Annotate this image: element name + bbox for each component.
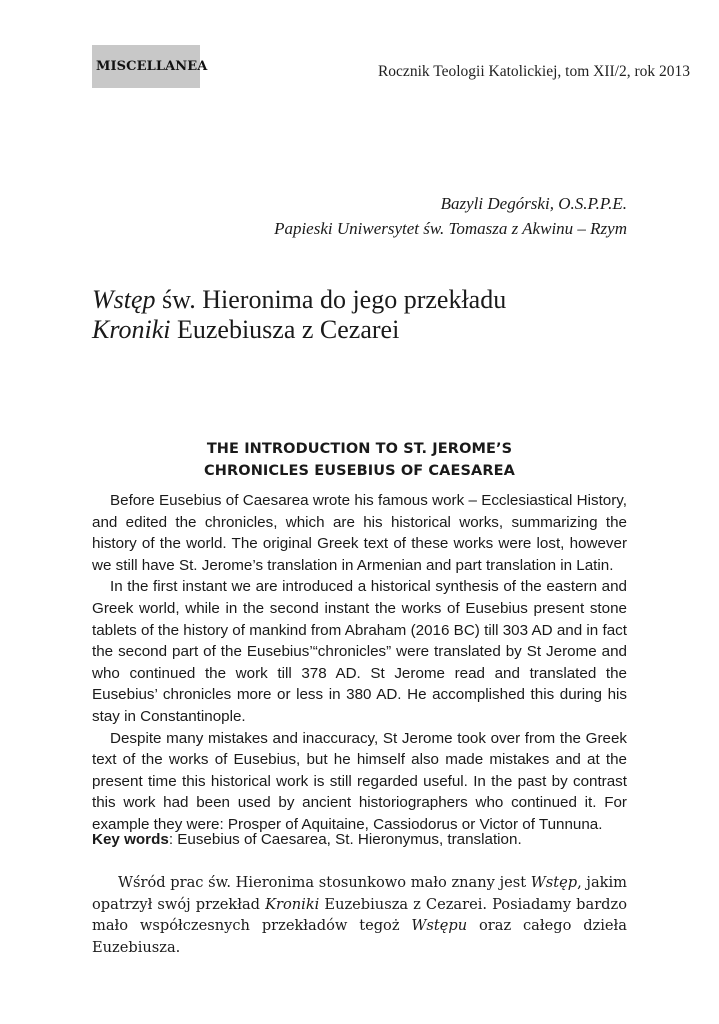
abstract-paragraph: Before Eusebius of Caesarea wrote his famous work – Ecclesiastical History, and edited the chronicles, which are his historical works, summarizing the history of the world. The original Greek text of these works were lost, however we still have St. Jerome’s translation in Armenian and part translation in Latin. (92, 492, 627, 574)
keywords-value: : Eusebius of Caesarea, St. Hieronymus, translation. (168, 831, 522, 848)
journal-header: Rocznik Teologii Katolickiej, tom XII/2, rok 2013 (377, 63, 690, 80)
body-text-segment: , jakim opatrzył swój przekład (92, 874, 627, 913)
body-italic-segment: Wstępu (411, 917, 468, 935)
author-affiliation: Papieski Uniwersytet św. Tomasza z Akwinu – Rzym (274, 219, 627, 238)
article-title (92, 285, 506, 345)
abstract-paragraph: Despite many mistakes and inaccuracy, St Jerome took over from the Greek text of the works of Eusebius, but he himself also made mistakes and at the present time this historical work is still regarded useful. In the past by contrast this work had been used by ancient historiographers who continued it. For example they were: Prosper of Aquitaine, Cassiodorus or Victor of Tunnuna. (92, 729, 627, 833)
abstract (92, 490, 627, 836)
body-text (92, 872, 627, 958)
english-title-line-2: CHRONICLES EUSEBIUS OF CAESAREA (204, 463, 515, 479)
title-text-2: Euzebiusza z Cezarei (170, 315, 400, 344)
title-text-1: św. Hieronima do jego przekładu (155, 285, 507, 314)
body-text-segment: oraz całego dzieła Euzebiusza. (92, 917, 627, 956)
title-italic-2: Kroniki (92, 315, 171, 344)
abstract-paragraph: In the first instant we are introduced a historical synthesis of the eastern and Greek world, while in the second instant the works of Eusebius present stone tablets of the history of mankind from Abraham (2016 BC) till 303 AD and in fact the second part of the Eusebius’“chronicles” were translated by St Jerome and who continued the work till 378 AD. St Jerome read and translated the Eusebius’ chronicles more or less in 380 AD. He accomplished this during his stay in Constantinople. (92, 578, 627, 725)
body-paragraph (92, 872, 627, 958)
body-italic-segment: Kroniki (265, 895, 320, 913)
english-title-line-1: THE INTRODUCTION TO ST. JEROME’S (206, 441, 513, 457)
body-italic-segment: Wstęp (530, 874, 578, 891)
title-italic-1: Wstęp (92, 285, 156, 314)
body-text-segment: Wśród prac św. Hieronima stosunkowo mało znany jest (118, 874, 531, 891)
body-text-segment: Euzebiusza z Cezarei. Posiadamy bardzo mało współczesnych przekładów tegoż (92, 895, 627, 935)
english-title (92, 438, 627, 482)
keywords (92, 829, 627, 850)
author-block (274, 191, 627, 241)
keywords-label: Key words (92, 831, 169, 848)
author-name: Bazyli Degórski, O.S.P.P.E. (440, 194, 627, 213)
section-tag: MISCELLANEA (92, 45, 200, 88)
